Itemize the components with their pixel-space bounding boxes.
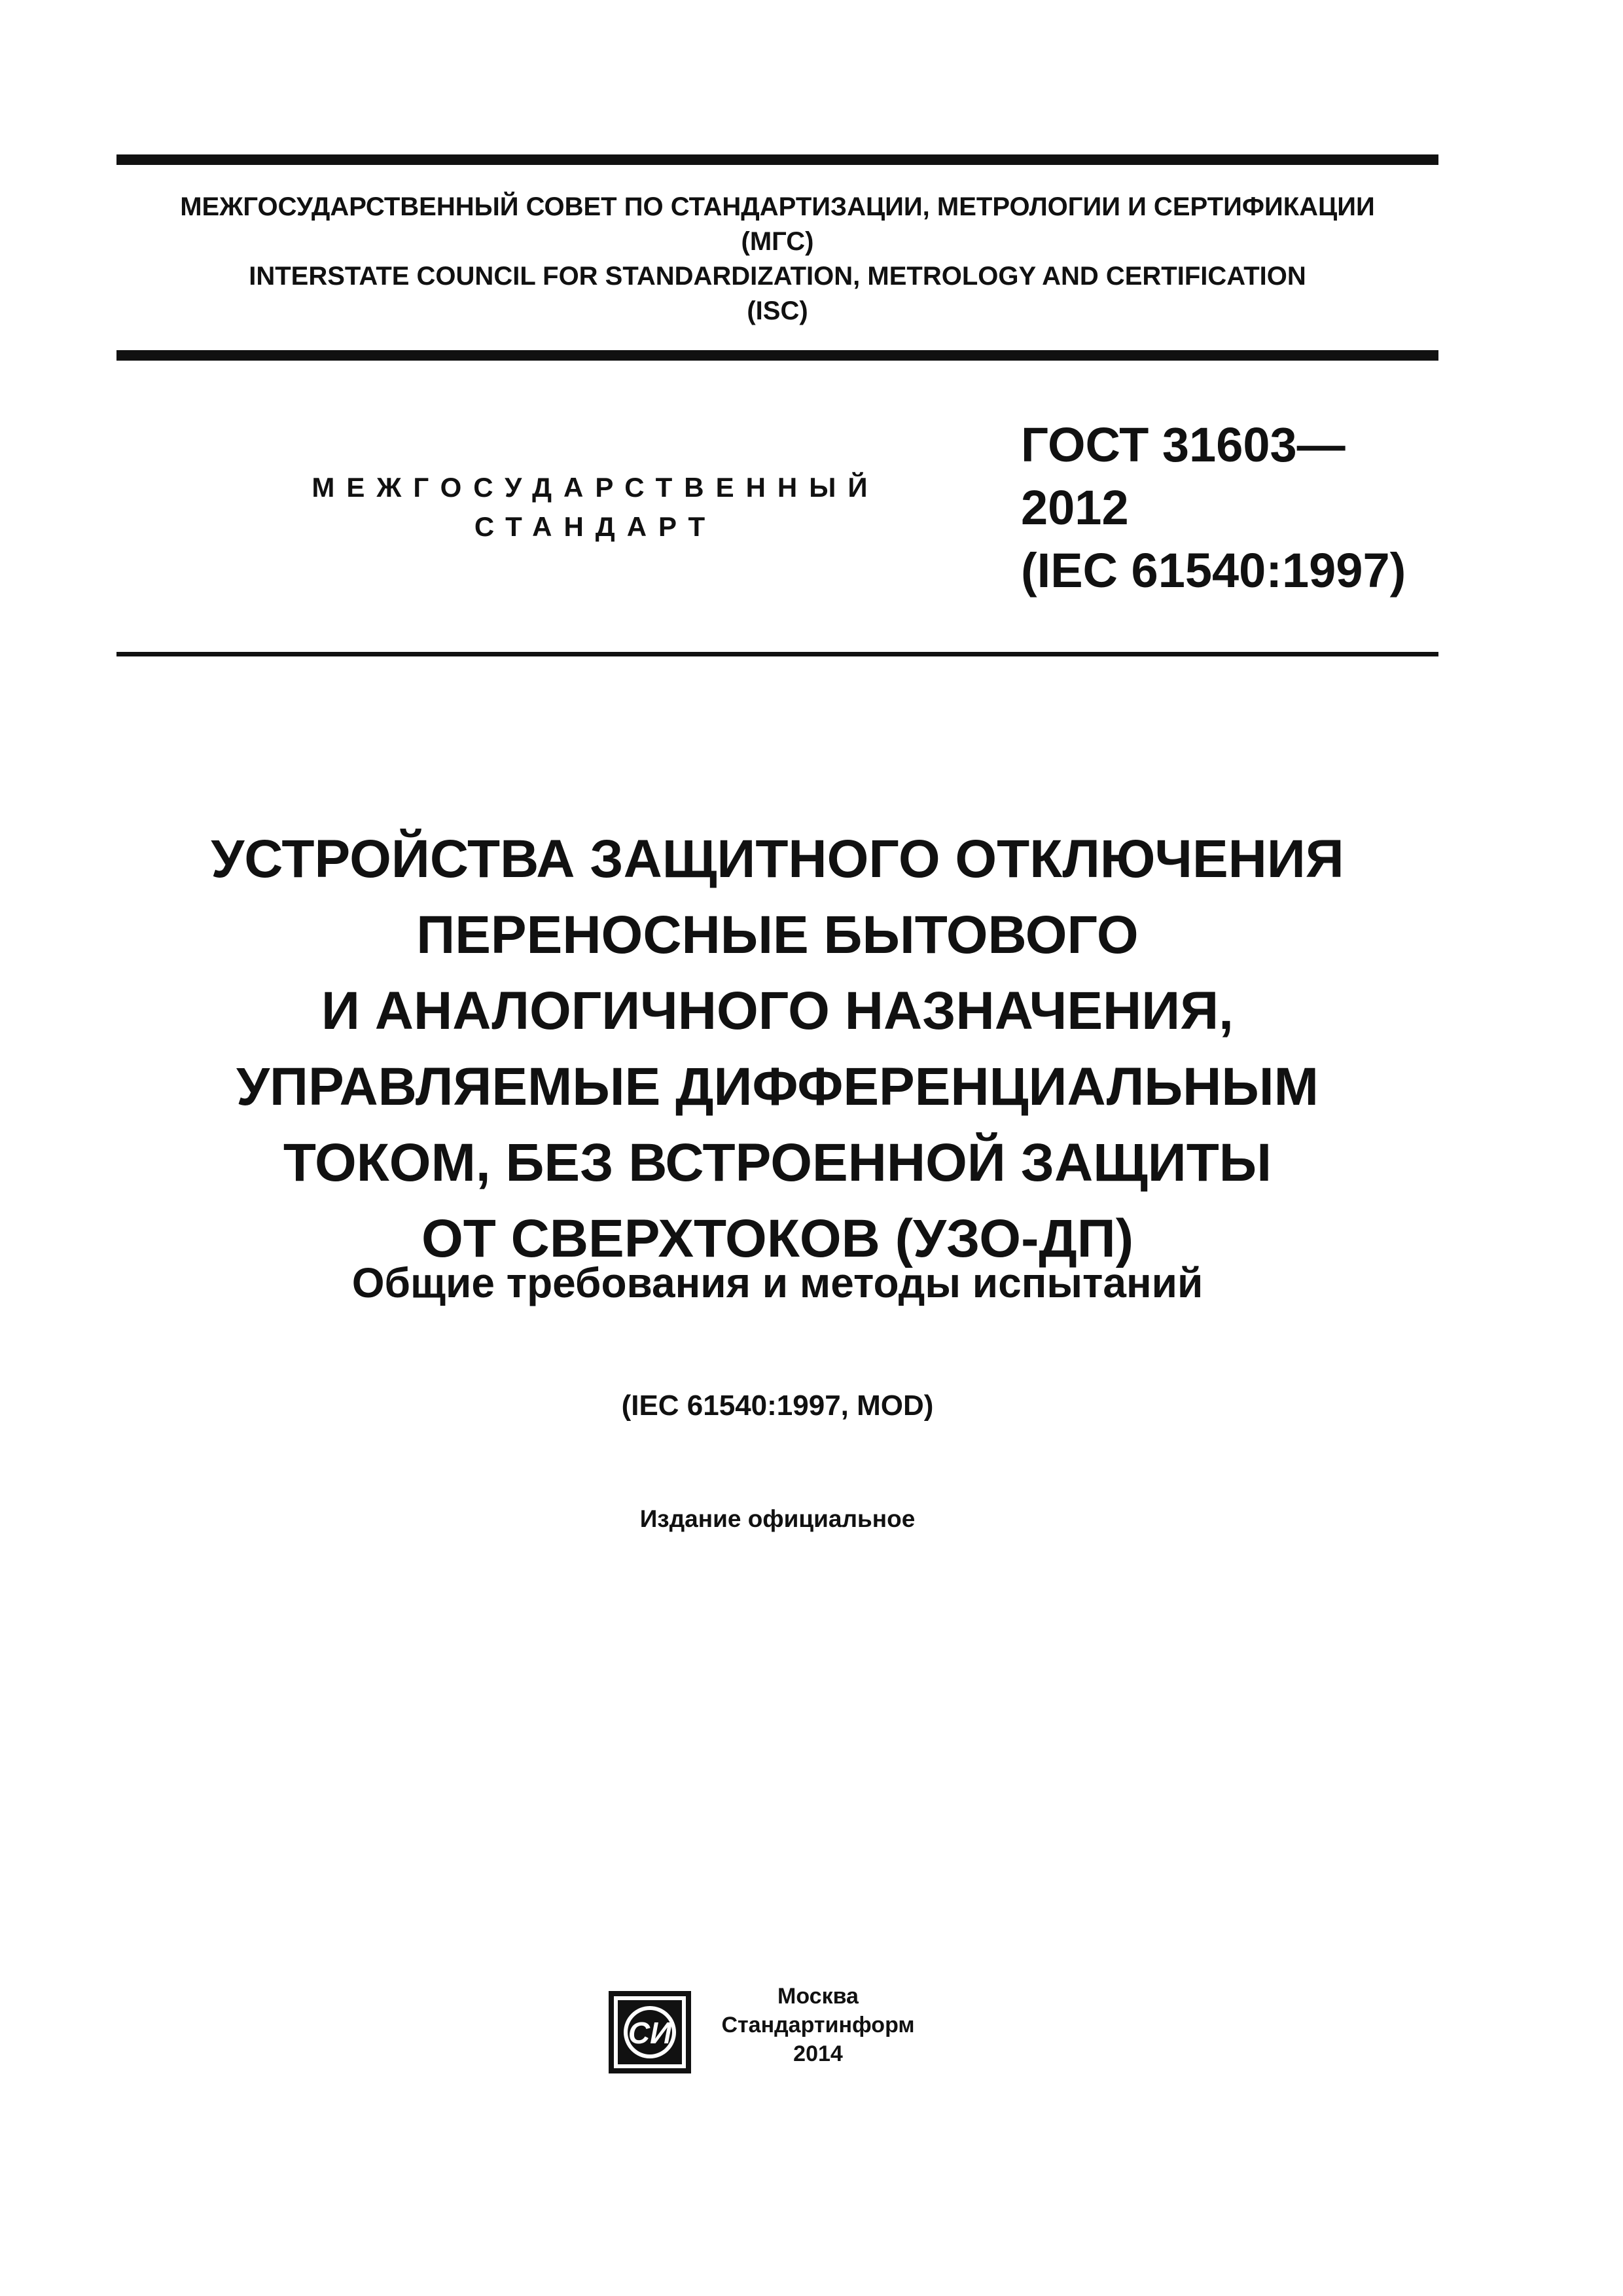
top-thick-rule [116,154,1438,165]
document-title [116,821,1438,1277]
title-line: И АНАЛОГИЧНОГО НАЗНАЧЕНИЯ, [321,981,1234,1041]
designation-number: ГОСТ 31603— [1021,418,1346,472]
title-line: ОТ СВЕРХТОКОВ (УЗО-ДП) [421,1209,1134,1268]
standard-kind-line-2: СТАНДАРТ [474,511,717,542]
middle-thick-rule [116,350,1438,361]
standard-kind [255,468,936,547]
council-header [116,190,1438,329]
title-line: УСТРОЙСТВА ЗАЩИТНОГО ОТКЛЮЧЕНИЯ [211,829,1344,889]
council-abbr-ru: (МГС) [741,227,814,256]
title-line: УПРАВЛЯЕМЫЕ ДИФФЕРЕНЦИАЛЬНЫМ [236,1057,1319,1117]
document-subtitle: Общие требования и методы испытаний [351,1259,1204,1306]
publisher-year: 2014 [793,2041,843,2066]
designation-year: 2012 [1021,480,1129,535]
thin-rule [116,652,1438,656]
council-name-en: INTERSTATE COUNCIL FOR STANDARDIZATION, METROLOGY AND CERTIFICATION [249,262,1306,291]
council-abbr-en: (ISC) [747,296,808,325]
designation-iec: (IEC 61540:1997) [1021,543,1406,598]
standard-designation [1021,414,1406,602]
publisher-block [720,1982,916,2068]
svg-text:СИ: СИ [628,2016,672,2050]
title-line: ТОКОМ, БЕЗ ВСТРОЕННОЙ ЗАЩИТЫ [283,1133,1272,1193]
standartinform-logo-icon [607,1990,692,2075]
standard-kind-line-1: МЕЖГОСУДАРСТВЕННЫЙ [312,472,880,503]
iec-reference: (IEC 61540:1997, MOD) [621,1390,934,1422]
council-name-ru: МЕЖГОСУДАРСТВЕННЫЙ СОВЕТ ПО СТАНДАРТИЗАЦИИ, МЕТРОЛОГИИ И СЕРТИФИКАЦИИ [180,192,1375,221]
publisher-name: Стандартинформ [721,2013,915,2037]
edition-note: Издание официальное [639,1505,916,1532]
title-line: ПЕРЕНОСНЫЕ БЫТОВОГО [416,905,1139,965]
publisher-city: Москва [777,1984,859,2009]
